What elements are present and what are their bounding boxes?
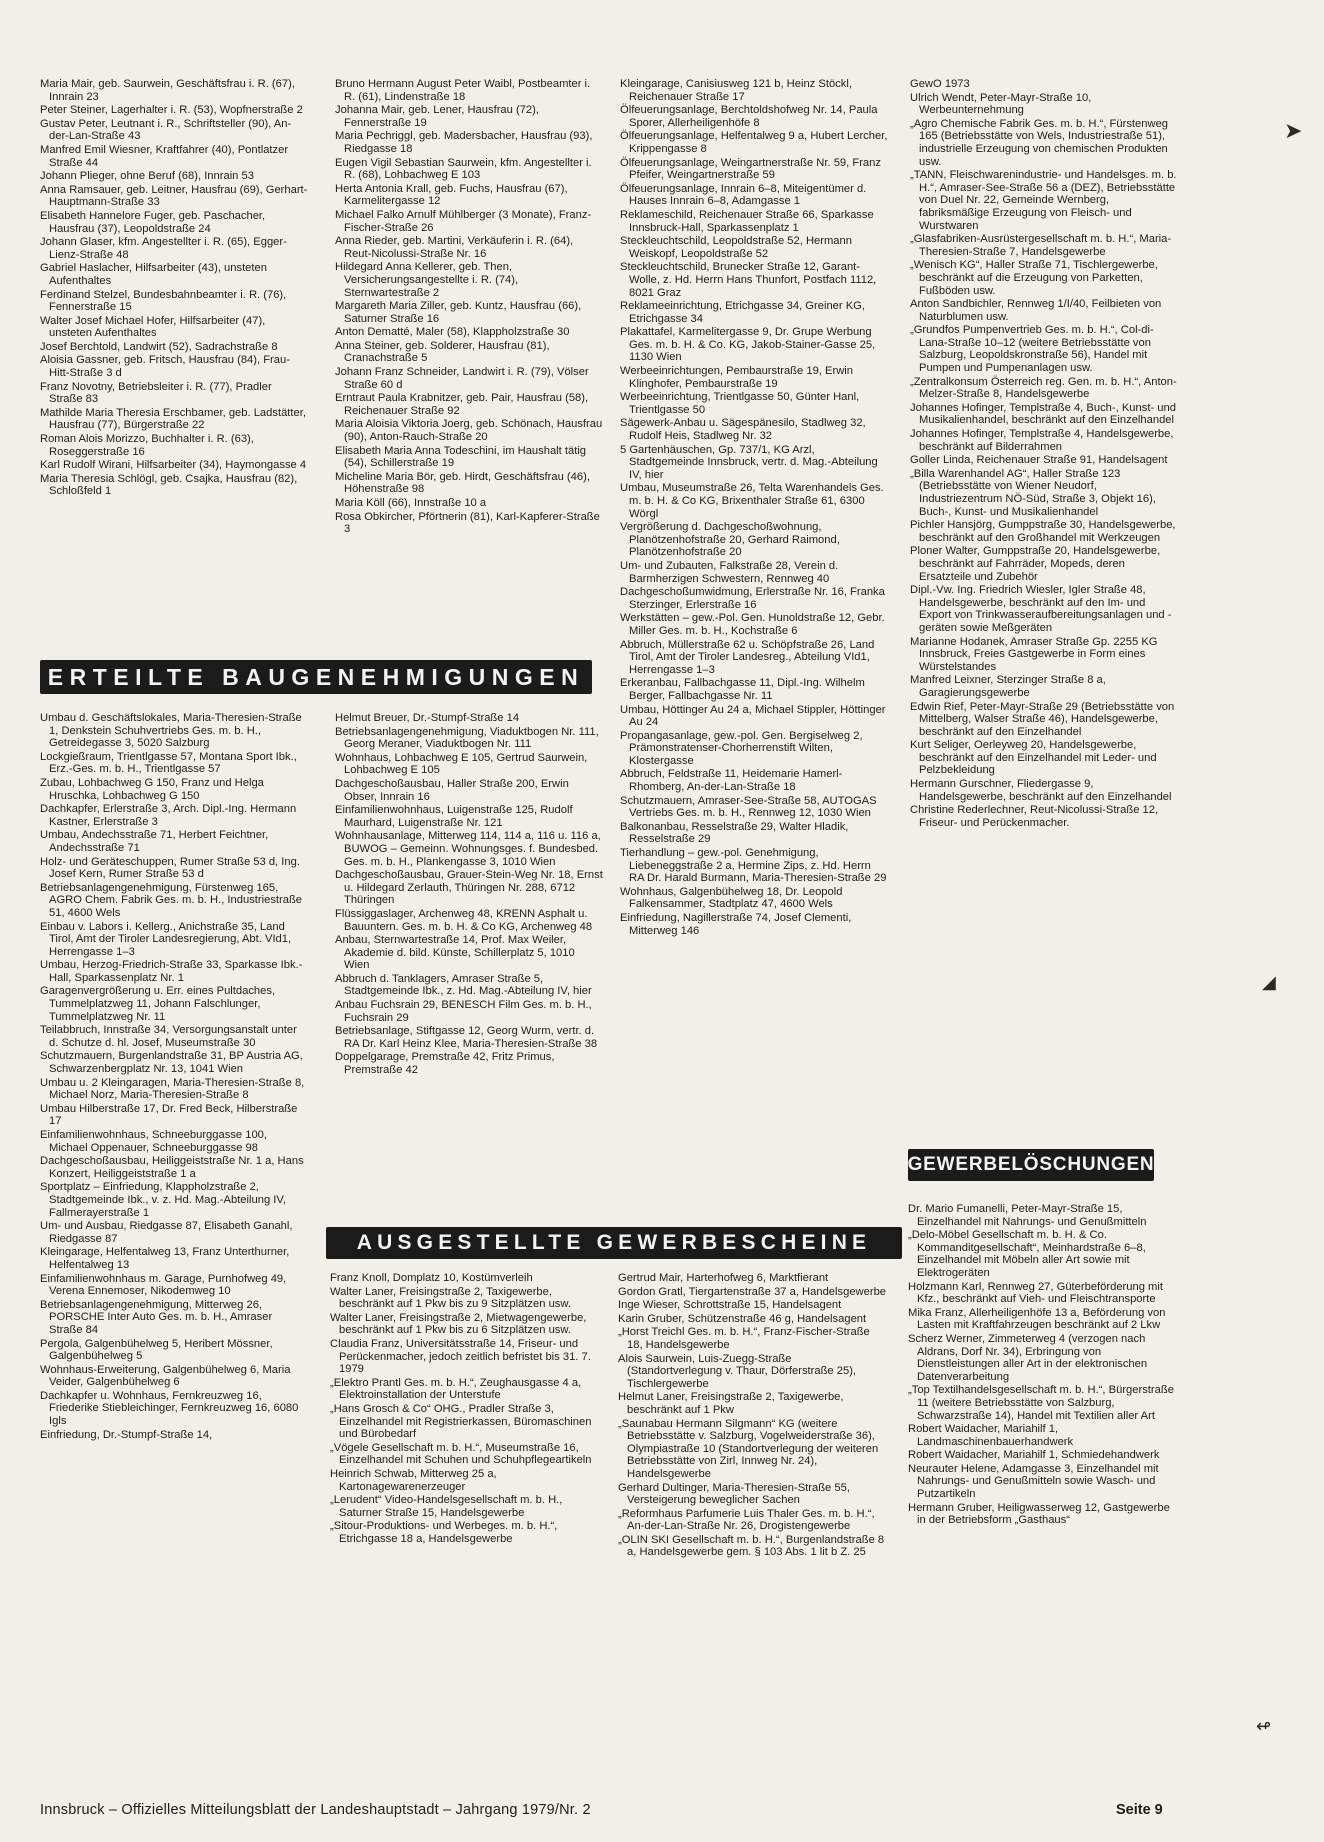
- list-item: Balkonanbau, Resselstraße 29, Walter Hladik, Resselstraße 29: [620, 820, 849, 846]
- list-item: Christine Rederlechner, Reut-Nicolussi-Straße 12, Friseur- und Perückenmacher.: [910, 804, 1159, 829]
- list-item: Umbau d. Geschäftslokales, Maria-Theresien-Straße 1, Denkstein Schuhvertriebs Ges. m. b. H., Getreidegasse 3, 5020 Salzburg: [40, 712, 302, 750]
- list-item: Marianne Hodanek, Amraser Straße Gp. 2255 KG Innsbruck, Freies Gastgewerbe in Form eines Würstelstandes: [910, 635, 1158, 673]
- list-item: „Agro Chemische Fabrik Ges. m. b. H.“, Fürstenweg 165 (Betriebsstätte von Wels, Industriestraße 51), industrielle Erzeugung von chemischen Produkten usw.: [910, 117, 1169, 168]
- list-item: Anna Ramsauer, geb. Leitner, Hausfrau (69), Gerhart-Hauptmann-Straße 33: [40, 183, 308, 209]
- list-item: Ploner Walter, Gumppstraße 20, Handelsgewerbe, beschränkt auf Fahrräder, Mopeds, deren Ersatzteile und Zubehör: [910, 545, 1161, 583]
- list-item: Erkeranbau, Fallbachgasse 11, Dipl.-Ing. Wilhelm Berger, Fallbachgasse Nr. 11: [620, 677, 865, 702]
- list-item: Anbau, Sternwartestraße 14, Prof. Max Weiler, Akademie d. bild. Künste, Schillerplatz 5, 1010 Wien: [335, 934, 575, 972]
- list-item: Holz- und Geräteschuppen, Rumer Straße 53 d, Ing. Josef Kern, Rumer Straße 53 d: [40, 855, 300, 881]
- list-item: Garagenvergrößerung u. Err. eines Pultdaches, Tummelplatzweg 11, Johann Falschlunger, Tummelplatzweg Nr. 11: [40, 985, 276, 1023]
- list-item: Dachgeschoßumwidmung, Erlerstraße Nr. 16, Franka Sterzinger, Erlerstraße 16: [620, 586, 885, 611]
- list-item: Ölfeuerungsanlage, Weingartnerstraße Nr. 59, Franz Pfeifer, Weingartnerstraße 59: [620, 156, 881, 182]
- list-item: Hermann Gruber, Heiligwasserweg 12, Gastgewerbe in der Betriebsform „Gasthaus“: [908, 1501, 1170, 1527]
- list-item: Wohnhausanlage, Mitterweg 114, 114 a, 116 u. 116 a, BUWOG – Gemeinn. Wohnungsges. f. Bundesbed. Ges. m. b. H., Plankengasse 3, 1010 Wien: [335, 830, 601, 868]
- list-item: Mathilde Maria Theresia Erschbamer, geb. Ladstätter, Hausfrau (77), Bürgerstraße 22: [40, 406, 306, 432]
- list-item: Kleingarage, Helfentalweg 13, Franz Unterthurner, Helfentalweg 13: [40, 1246, 290, 1271]
- list-item: Wohnhaus, Lohbachweg E 105, Gertrud Saurwein, Lohbachweg E 105: [335, 751, 588, 777]
- list-item: Steckleuchtschild, Brunecker Straße 12, Garant-Wolle, z. Hd. Herrn Hans Thunfort, Postfach 1112, 8021 Graz: [620, 261, 877, 299]
- list-item: Josef Berchtold, Landwirt (52), Sadrachstraße 8: [40, 340, 278, 353]
- list-item: Maria Pechriggl, geb. Madersbacher, Hausfrau (93), Riedgasse 18: [335, 130, 593, 155]
- list-item: Johanna Mair, geb. Lener, Hausfrau (72), Fennerstraße 19: [335, 104, 539, 129]
- list-item: Anna Rieder, geb. Martini, Verkäuferin i. R. (64), Reut-Nicolussi-Straße Nr. 16: [335, 235, 574, 260]
- list-item: Umbau, Höttinger Au 24 a, Michael Stippler, Höttinger Au 24: [620, 703, 886, 729]
- list-item: Vergrößerung d. Dachgeschoßwohnung, Planötzenhofstraße 20, Gerhard Raimond, Planötzenhofstraße 20: [620, 521, 840, 559]
- list-item: Schutzmauern, Burgenlandstraße 31, BP Austria AG, Schwarzenbergplatz Nr. 13, 1041 Wien: [40, 1050, 303, 1076]
- list-item: „Billa Warenhandel AG“, Haller Straße 123 (Betriebsstätte von Wiener Neudorf, Industriezentrum NÖ-Süd, Straße 3, Objekt 16), Buch-, Kunst- und Musikalienhandel: [910, 467, 1156, 518]
- list-item: Karl Rudolf Wirani, Hilfsarbeiter (34), Haymongasse 4: [40, 459, 307, 472]
- section-title-gewerbeloeschungen: GEWERBELÖSCHUNGEN: [908, 1149, 1154, 1181]
- list-item: Tierhandlung – gew.-pol. Genehmigung, Liebeneggstraße 2 a, Hermine Zips, z. Hd. Herrn RA Dr. Harald Burmann, Maria-Theresien-Straße 29: [620, 847, 887, 885]
- list-item: Abbruch, Feldstraße 11, Heidemarie Hamerl-Rhomberg, An-der-Lan-Straße 18: [620, 768, 843, 794]
- list-item: Propangasanlage, gew.-pol. Gen. Bergiselweg 2, Prämonstratenser-Chorherrenstift Wilten, Klostergasse: [620, 729, 863, 767]
- list-item: Ölfeuerungsanlage, Innrain 6–8, Miteigentümer d. Hauses Innrain 6–8, Adamgasse 1: [620, 182, 867, 208]
- list-item: Anna Steiner, geb. Solderer, Hausfrau (81), Cranachstraße 5: [335, 339, 550, 365]
- list-item: Neurauter Helene, Adamgasse 3, Einzelhandel mit Nahrungs- und Genußmitteln sowie Wasch- und Putzartikeln: [908, 1462, 1159, 1501]
- list-item: „Delo-Möbel Gesellschaft m. b. H. & Co. Kommanditgesellschaft“, Meinhardstraße 6–8, Einzelhandel mit Möbeln aller Art sowie mit Elektrogeräten: [908, 1229, 1146, 1279]
- column-4-top: [910, 78, 1178, 830]
- page-number: Seite 9: [1116, 1802, 1163, 1818]
- list-item: Dachgeschoßausbau, Grauer-Stein-Weg Nr. 18, Ernst u. Hildegard Zerlauth, Thüringen Nr. 288, 6712 Thüringen: [335, 869, 603, 907]
- list-item: Dipl.-Vw. Ing. Friedrich Wiesler, Igler Straße 48, Handelsgewerbe, beschränkt auf den Im- und Export von Trinkwasseraufbereitungsanlagen und -geräten sowie Meßgeräten: [910, 584, 1172, 634]
- list-item: „Elektro Prantl Ges. m. b. H.“, Zeughausgasse 4 a, Elektroinstallation der Unterstufe: [330, 1376, 582, 1402]
- list-item: Dr. Mario Fumanelli, Peter-Mayr-Straße 15, Einzelhandel mit Nahrungs- und Genußmitteln: [908, 1203, 1147, 1228]
- list-item: Gustav Peter, Leutnant i. R., Schriftsteller (90), An-der-Lan-Straße 43: [40, 117, 292, 143]
- list-item: Goller Linda, Reichenauer Straße 91, Handelsagent: [910, 454, 1168, 467]
- section-title-baugenehmigungen: ERTEILTE BAUGENEHMIGUNGEN: [40, 660, 592, 694]
- list-item: Betriebsanlage, Stiftgasse 12, Georg Wurm, vertr. d. RA Dr. Karl Heinz Klee, Maria-Theresien-Straße 38: [335, 1025, 598, 1050]
- list-item: Mika Franz, Allerheiligenhöfe 13 a, Beförderung von Lasten mit Kraftfahrzeugen beschränkt auf 2 Lkw: [908, 1306, 1166, 1332]
- list-item: „Wenisch KG“, Haller Straße 71, Tischlergewerbe, beschränkt auf die Erzeugung von Parketten, Fußböden usw.: [910, 259, 1158, 297]
- list-item: Reklameschild, Reichenauer Straße 66, Sparkasse Innsbruck-Hall, Sparkassenplatz 1: [620, 208, 874, 234]
- list-item: Lockgießraum, Trientlgasse 57, Montana Sport Ibk., Erz.-Ges. m. b. H., Trientlgasse 57: [40, 750, 297, 776]
- list-item: Walter Josef Michael Hofer, Hilfsarbeiter (47), unsteten Aufenthaltes: [40, 314, 266, 340]
- list-item: Werbeeinrichtungen, Pembaurstraße 19, Erwin Klinghofer, Pembaurstraße 19: [620, 365, 853, 390]
- list-item: Um- und Ausbau, Riedgasse 87, Elisabeth Ganahl, Riedgasse 87: [40, 1220, 293, 1245]
- list-item: Aloisia Gassner, geb. Fritsch, Hausfrau (84), Frau-Hitt-Straße 3 d: [40, 354, 290, 380]
- section-title-gewerbescheine: AUSGESTELLTE GEWERBESCHEINE: [326, 1227, 902, 1259]
- list-item: Johann Plieger, ohne Beruf (68), Innrain 53: [40, 170, 254, 183]
- list-item: „Hans Grosch & Co“ OHG., Pradler Straße 3, Einzelhandel mit Registrierkassen, Büromaschinen und Bürobedarf: [330, 1402, 592, 1441]
- list-item: Werkstätten – gew.-Pol. Gen. Hunoldstraße 12, Gebr. Miller Ges. m. b. H., Kochstraße 6: [620, 612, 885, 637]
- list-item: Hildegard Anna Kellerer, geb. Then, Versicherungsangestellte i. R. (74), Sternwartestraße 2: [335, 261, 519, 299]
- list-item: Dachgeschoßausbau, Haller Straße 200, Erwin Obser, Innrain 16: [335, 777, 569, 803]
- list-item: Maria Mair, geb. Saurwein, Geschäftsfrau i. R. (67), Innrain 23: [40, 78, 295, 103]
- column-2-top: [335, 78, 603, 537]
- list-item: „Zentralkonsum Österreich reg. Gen. m. b. H.“, Anton-Melzer-Straße 8, Handelsgewerbe: [910, 375, 1177, 401]
- list-item: Um- und Zubauten, Falkstraße 28, Verein d. Barmherzigen Schwestern, Rennweg 40: [620, 559, 839, 585]
- list-item: Abbruch, Müllerstraße 62 u. Schöpfstraße 26, Land Tirol, Amt der Tiroler Landesreg., Abteilung VId1, Herrengasse 1–3: [620, 638, 875, 676]
- list-item: Pichler Hansjörg, Gumppstraße 30, Handelsgewerbe, beschränkt auf den Großhandel mit Werkzeugen: [910, 519, 1176, 544]
- column-1-top: [40, 78, 308, 499]
- list-item: „Horst Treichl Ges. m. b. H.“, Franz-Fischer-Straße 18, Handelsgewerbe: [618, 1326, 870, 1351]
- list-item: „Saunabau Hermann Silgmann“ KG (weitere Betriebsstätte v. Salzburg, Vogelweiderstraße 36), Olympiastraße 10 (Standortverlegung der weiteren Betriebsstätte von Zirl, Innweg Nr. 24), Handelsgewerbe: [618, 1417, 879, 1480]
- list-item: Flüssiggaslager, Archenweg 48, KRENN Asphalt u. Bauuntern. Ges. m. b. H. & Co KG, Archenweg 48: [335, 907, 593, 933]
- list-item: „Lerudent“ Video-Handelsgesellschaft m. b. H., Saturner Straße 15, Handelsgewerbe: [330, 1494, 563, 1519]
- gewerbeloeschungen-column: [908, 1203, 1176, 1528]
- list-item: Ölfeuerungsanlage, Helfentalweg 9 a, Hubert Lercher, Krippengasse 8: [620, 130, 888, 155]
- list-item: Robert Waidacher, Mariahilf 1, Schmiedehandwerk: [908, 1449, 1160, 1462]
- list-item: Dachkapfer u. Wohnhaus, Fernkreuzweg 16, Friederike Stiebleichinger, Fernkreuzweg 16, 6080 Igls: [40, 1389, 299, 1428]
- list-item: „Reformhaus Parfumerie Luis Thaler Ges. m. b. H.“, An-der-Lan-Straße Nr. 26, Drogistengewerbe: [618, 1507, 875, 1533]
- list-item: Kurt Seliger, Oerleyweg 20, Handelsgewerbe, beschränkt auf den Einzelhandel mit Leder- und Pelzbekleidung: [910, 739, 1157, 777]
- list-item: Herta Antonia Krall, geb. Fuchs, Hausfrau (67), Karmelitergasse 12: [335, 182, 568, 208]
- list-item: Dachkapfer, Erlerstraße 3, Arch. Dipl.-Ing. Hermann Kastner, Erlerstraße 3: [40, 803, 297, 828]
- list-item: „Glasfabriken-Ausrüstergesellschaft m. b. H.“, Maria-Theresien-Straße 7, Handelsgewerbe: [910, 233, 1172, 258]
- list-item: Einfamilienwohnhaus, Schneeburggasse 100, Michael Oppenauer, Schneeburggasse 98: [40, 1129, 268, 1154]
- column-3-top: [620, 78, 888, 938]
- list-item: Wohnhaus-Erweiterung, Galgenbühelweg 6, Maria Veider, Galgenbühelweg 6: [40, 1363, 291, 1389]
- list-item: Pergola, Galgenbühelweg 5, Heribert Mössner, Galgenbühelweg 5: [40, 1337, 273, 1363]
- list-item: Maria Aloisia Viktoria Joerg, geb. Schönach, Hausfrau (90), Anton-Rauch-Straße 20: [335, 418, 603, 444]
- list-item: Kleingarage, Canisiusweg 121 b, Heinz Stöckl, Reichenauer Straße 17: [620, 78, 852, 103]
- list-item: Edwin Rief, Peter-Mayr-Straße 29 (Betriebsstätte von Mittelberg, Walser Straße 46), Handelsgewerbe, beschränkt auf den Einzelhandel: [910, 700, 1175, 738]
- margin-mark-icon: ➤: [1284, 118, 1303, 143]
- list-item: Johann Glaser, kfm. Angestellter i. R. (65), Egger-Lienz-Straße 48: [40, 236, 287, 261]
- list-item: Umbau, Museumstraße 26, Telta Warenhandels Ges. m. b. H. & Co KG, Brixenthaler Straße 61, 6300 Wörgl: [620, 482, 884, 520]
- list-item: Wohnhaus, Galgenbühelweg 18, Dr. Leopold Falkensammer, Stadtplatz 47, 4600 Wels: [620, 885, 843, 911]
- list-item: Anton Sandbichler, Rennweg 1/I/40, Feilbieten von Naturblumen usw.: [910, 298, 1162, 323]
- list-item: „TANN, Fleischwarenindustrie- und Handelsges. m. b. H.“, Amraser-See-Straße 56 a (DEZ), Betriebsstätte von Duel Nr. 22, Gemeinde Wernberg, fabriksmäßige Erzeugung von Fleisch- und Wurstwaren: [910, 169, 1177, 232]
- list-item: „Grundfos Pumpenvertrieb Ges. m. b. H.“, Col-di-Lana-Straße 10–12 (weitere Betriebsstätte von Salzburg, Leopoldskronstraße 56), Handel mit Pumpen und Pumpenanlagen usw.: [910, 324, 1154, 375]
- list-item: Franz Novotny, Betriebsleiter i. R. (77), Pradler Straße 83: [40, 380, 272, 406]
- list-item: Betriebsanlagengenehmigung, Fürstenweg 165, AGRO Chem. Fabrik Ges. m. b. H., Industriestraße 51, 4600 Wels: [40, 881, 303, 919]
- list-item: Johannes Hofinger, Templstraße 4, Buch-, Kunst- und Musikalienhandel, beschränkt auf den Einzelhandel: [910, 401, 1176, 427]
- baugenehmigungen-column-1: [40, 712, 308, 1442]
- list-item: Johann Franz Schneider, Landwirt i. R. (79), Völser Straße 60 d: [335, 366, 589, 391]
- list-item: Zubau, Lohbachweg G 150, Franz und Helga Hruschka, Lohbachweg G 150: [40, 776, 264, 802]
- list-item: Eugen Vigil Sebastian Saurwein, kfm. Angestellter i. R. (68), Lohbachweg E 103: [335, 156, 592, 182]
- list-item: Betriebsanlagengenehmigung, Mitterweg 26, PORSCHE Inter Auto Ges. m. b. H., Amraser Straße 84: [40, 1298, 273, 1336]
- list-item: Maria Köll (66), Innstraße 10 a: [335, 497, 487, 509]
- list-item: Maria Theresia Schlögl, geb. Csajka, Hausfrau (82), Schloßfeld 1: [40, 472, 298, 498]
- list-item: Helmut Laner, Freisingstraße 2, Taxigewerbe, beschränkt auf 1 Pkw: [618, 1391, 844, 1416]
- list-item: Anbau Fuchsrain 29, BENESCH Film Ges. m. b. H., Fuchsrain 29: [335, 999, 592, 1024]
- list-item: Micheline Maria Bör, geb. Hirdt, Geschäftsfrau (46), Höhenstraße 98: [335, 470, 590, 496]
- list-item: Einfriedung, Nagillerstraße 74, Josef Clementi, Mitterweg 146: [620, 912, 852, 937]
- gewerbescheine-column-2: [618, 1272, 888, 1560]
- list-item: Werbeeinrichtung, Trientlgasse 50, Günter Hanl, Trientlgasse 50: [620, 391, 860, 416]
- list-item: Umbau, Herzog-Friedrich-Straße 33, Sparkasse Ibk.-Hall, Sparkassenplatz Nr. 1: [40, 959, 303, 984]
- list-item: Helmut Breuer, Dr.-Stumpf-Straße 14: [335, 712, 520, 724]
- list-item: Steckleuchtschild, Leopoldstraße 52, Hermann Weiskopf, Leopoldstraße 52: [620, 235, 852, 260]
- list-item: Manfred Emil Wiesner, Kraftfahrer (40), Pontlatzer Straße 44: [40, 143, 289, 169]
- list-item: Anton Dematté, Maler (58), Klappholzstraße 30: [335, 326, 570, 339]
- list-item: Ulrich Wendt, Peter-Mayr-Straße 10, Werbeunternehmung: [910, 91, 1092, 117]
- list-item: „Vögele Gesellschaft m. b. H.“, Museumstraße 16, Einzelhandel mit Schuhen und Schuhpflegeartikeln: [330, 1441, 592, 1467]
- list-item: Schutzmauern, Amraser-See-Straße 58, AUTOGAS Vertriebs Ges. m. b. H., Rennweg 12, 1030 Wien: [620, 794, 877, 820]
- list-item: Holzmann Karl, Rennweg 27, Güterbeförderung mit Kfz., beschränkt auf Vieh- und Fleischtransporte: [908, 1280, 1163, 1306]
- list-item: Betriebsanlagengenehmigung, Viaduktbogen Nr. 111, Georg Meraner, Viaduktbogen Nr. 111: [335, 725, 599, 751]
- list-item: Einfriedung, Dr.-Stumpf-Straße 14,: [40, 1428, 213, 1441]
- list-item: Roman Alois Morizzo, Buchhalter i. R. (63), Roseggerstraße 16: [40, 433, 254, 458]
- list-item: Plakattafel, Karmelitergasse 9, Dr. Grupe Werbung Ges. m. b. H. & Co. KG, Jakob-Stainer-Gasse 25, 1130 Wien: [620, 326, 876, 364]
- list-item: Sportplatz – Einfriedung, Klappholzstraße 2, Stadtgemeinde Ibk., v. z. Hd. Mag.-Abteilung IV, Fallmerayerstraße 1: [40, 1181, 286, 1219]
- list-item: Karin Gruber, Schützenstraße 46 g, Handelsagent: [618, 1312, 867, 1325]
- list-item: Scherz Werner, Zimmeterweg 4 (verzogen nach Aldrans, Dorf Nr. 34), Erbringung von Dienstleistungen aller Art in der elektronischen Datenverarbeitung: [908, 1332, 1148, 1383]
- list-item: Einbau v. Labors i. Kellerg., Anichstraße 35, Land Tirol, Amt der Tiroler Landesregierung, Abt. VId1, Herrengasse 1–3: [40, 920, 292, 958]
- list-item: „Sitour-Produktions- und Werbeges. m. b. H.“, Etrichgasse 18 a, Handelsgewerbe: [330, 1520, 558, 1545]
- list-item: Ölfeuerungsanlage, Berchtoldshofweg Nr. 14, Paula Sporer, Allerheiligenhöfe 8: [620, 104, 878, 129]
- gewerbescheine-column-1: [330, 1272, 600, 1546]
- margin-mark-icon: ↫: [1256, 1716, 1272, 1736]
- list-item: Erntraut Paula Krabnitzer, geb. Pair, Hausfrau (58), Reichenauer Straße 92: [335, 392, 589, 417]
- list-item: Umbau u. 2 Kleingaragen, Maria-Theresien-Straße 8, Michael Norz, Maria-Theresien-Straße 8: [40, 1076, 305, 1102]
- list-item: Alois Saurwein, Luis-Zuegg-Straße (Standortverlegung v. Thaur, Dörferstraße 25), Tischlergewerbe: [618, 1352, 857, 1390]
- list-item: Gordon Gratl, Tiergartenstraße 37 a, Handelsgewerbe: [618, 1285, 887, 1298]
- list-item: Hermann Gurschner, Fliedergasse 9, Handelsgewerbe, beschränkt auf den Einzelhandel: [910, 778, 1172, 803]
- list-item: Claudia Franz, Universitätsstraße 14, Friseur- und Perückenmacher, jedoch zeitlich befristet bis 31. 7. 1979: [330, 1337, 591, 1376]
- list-item: Peter Steiner, Lagerhalter i. R. (53), Wopfnerstraße 2: [40, 104, 303, 117]
- list-item: Doppelgarage, Premstraße 42, Fritz Primus, Premstraße 42: [335, 1051, 555, 1077]
- list-item: Gerhard Dultinger, Maria-Theresien-Straße 55, Versteigerung beweglicher Sachen: [618, 1481, 850, 1507]
- list-item: Dachgeschoßausbau, Heiliggeiststraße Nr. 1 a, Hans Konzert, Heiliggeiststraße 1 a: [40, 1155, 304, 1180]
- list-item: Ferdinand Stelzel, Bundesbahnbeamter i. R. (76), Fennerstraße 15: [40, 288, 287, 314]
- footer-publication-line: Innsbruck – Offizielles Mitteilungsblatt der Landeshauptstadt – Jahrgang 1979/Nr. 2: [40, 1802, 591, 1818]
- list-item: Umbau Hilberstraße 17, Dr. Fred Beck, Hilberstraße 17: [40, 1102, 298, 1128]
- list-item: Johannes Hofinger, Templstraße 4, Handelsgewerbe, beschränkt auf Bilderrahmen: [910, 428, 1174, 453]
- list-item: Walter Laner, Freisingstraße 2, Taxigewerbe, beschränkt auf 1 Pkw bis zu 9 Sitzplätzen usw.: [330, 1285, 571, 1311]
- list-item: Heinrich Schwab, Mitterweg 25 a, Kartonagewarenerzeuger: [330, 1467, 497, 1493]
- list-item: Franz Knoll, Domplatz 10, Kostümverleih: [330, 1272, 533, 1284]
- list-item: Inge Wieser, Schrottstraße 15, Handelsagent: [618, 1299, 842, 1312]
- baugenehmigungen-column-2: [335, 712, 603, 1078]
- list-item: Elisabeth Hannelore Fuger, geb. Paschacher, Hausfrau (37), Leopoldstraße 24: [40, 209, 266, 235]
- margin-mark-icon: ◢: [1262, 972, 1276, 992]
- list-item: „OLIN SKI Gesellschaft m. b. H.“, Burgenlandstraße 8 a, Handelsgewerbe gem. § 103 Abs. 1 lit b Z. 25: [618, 1533, 885, 1559]
- list-item: Reklameeinrichtung, Etrichgasse 34, Greiner KG, Etrichgasse 34: [620, 300, 865, 325]
- list-item: Elisabeth Maria Anna Todeschini, im Haushalt tätig (54), Schillerstraße 19: [335, 444, 587, 470]
- list-item: „Top Textilhandelsgesellschaft m. b. H.“, Bürgerstraße 11 (weitere Betriebsstätte von Salzburg, Schwarzstraße 14), Handel mit Textilien aller Art: [908, 1384, 1174, 1422]
- list-item: Michael Falko Arnulf Mühlberger (3 Monate), Franz-Fischer-Straße 26: [335, 208, 592, 234]
- list-item: Sägewerk-Anbau u. Sägespänesilo, Stadlweg 32, Rudolf Heis, Stadlweg Nr. 32: [620, 417, 866, 443]
- list-item: Bruno Hermann August Peter Waibl, Postbeamter i. R. (61), Lindenstraße 18: [335, 78, 591, 103]
- list-item: Teilabbruch, Innstraße 34, Versorgungsanstalt unter d. Schutze d. hl. Josef, Museumstraße 30: [40, 1024, 297, 1049]
- list-item: Walter Laner, Freisingstraße 2, Mietwagengewerbe, beschränkt auf 1 Pkw bis zu 6 Sitzplätzen usw.: [330, 1311, 587, 1337]
- list-item: Robert Waidacher, Mariahilf 1, Landmaschinenbauerhandwerk: [908, 1423, 1074, 1448]
- list-item: Gabriel Haslacher, Hilfsarbeiter (43), unsteten Aufenthaltes: [40, 262, 267, 287]
- list-item: Manfred Leixner, Sterzinger Straße 8 a, Garagierungsgewerbe: [910, 674, 1106, 699]
- list-item: Einfamilienwohnhaus, Luigenstraße 125, Rudolf Maurhard, Luigenstraße Nr. 121: [335, 804, 573, 829]
- list-item: Abbruch d. Tanklagers, Amraser Straße 5, Stadtgemeinde Ibk., z. Hd. Mag.-Abteilung IV, hier: [335, 972, 592, 998]
- list-item: Margareth Maria Ziller, geb. Kuntz, Hausfrau (66), Saturner Straße 16: [335, 300, 582, 325]
- list-item: Einfamilienwohnhaus m. Garage, Purnhofweg 49, Verena Ennemoser, Nikodemweg 10: [40, 1272, 287, 1298]
- list-item: GewO 1973: [910, 78, 970, 90]
- list-item: Gertrud Mair, Harterhofweg 6, Marktfierant: [618, 1272, 829, 1284]
- list-item: 5 Gartenhäuschen, Gp. 737/1, KG Arzl, Stadtgemeinde Innsbruck, vertr. d. Mag.-Abteilung IV, hier: [620, 443, 878, 481]
- list-item: Umbau, Andechsstraße 71, Herbert Feichtner, Andechsstraße 71: [40, 829, 269, 854]
- list-item: Rosa Obkircher, Pförtnerin (81), Karl-Kapferer-Straße 3: [335, 510, 600, 536]
